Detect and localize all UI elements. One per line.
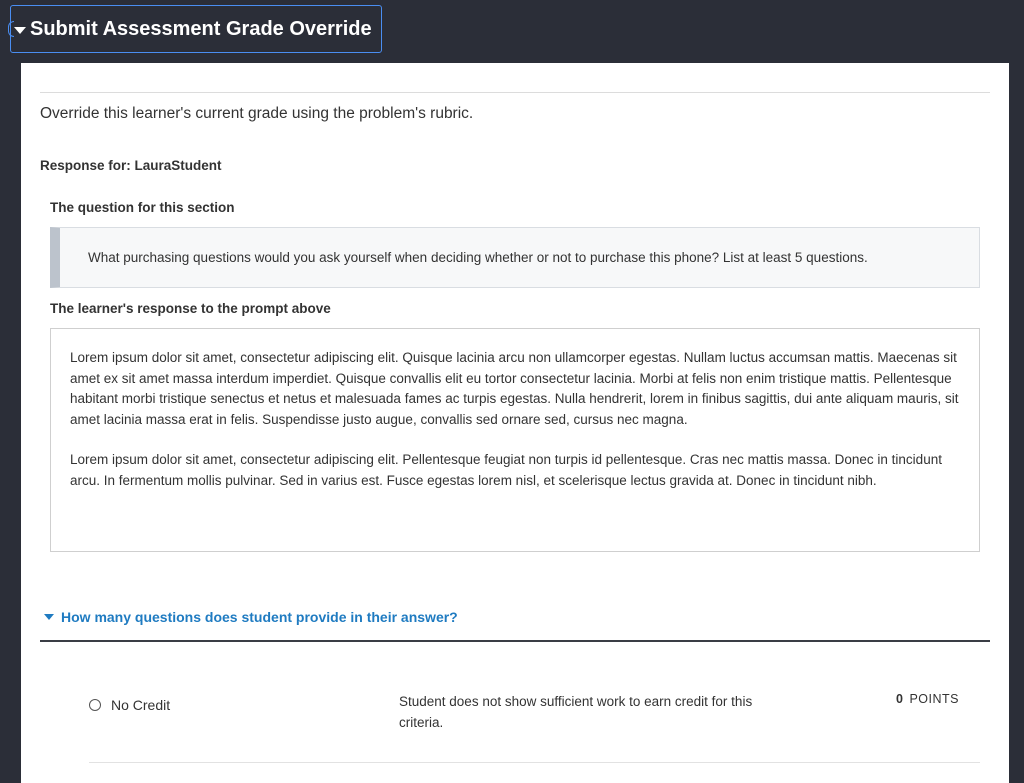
question-text: What purchasing questions would you ask yourself when deciding whether or not to purchase this phone? List at least 5 questions.	[88, 250, 868, 265]
top-divider	[40, 92, 990, 93]
question-heading: The question for this section	[50, 200, 235, 215]
criterion-divider	[40, 640, 990, 642]
option-description: Student does not show sufficient work to earn credit for this criteria.	[399, 694, 753, 730]
response-heading: The learner's response to the prompt above	[50, 301, 331, 316]
criterion-title: How many questions does student provide in their answer?	[61, 609, 458, 625]
grade-override-panel	[21, 63, 1009, 783]
points-value: 0	[896, 692, 904, 706]
response-for-label: Response for: LauraStudent	[40, 158, 222, 173]
response-paragraph: Lorem ipsum dolor sit amet, consectetur adipiscing elit. Quisque lacinia arcu non ullamcorper egestas. Nullam luctus accumsan mattis. Maecenas sit amet ex sit amet massa interdum imperdiet. Quisque convallis elit eu tortor consectetur lacinia. Morbi at felis non enim tristique mattis. Pellentesque habitant morbi tristique senectus et netus et malesuada fames ac turpis egestas. Nulla hendrerit, lorem in finibus sagittis, dui ante aliquam mauris, sit amet lacinia massa erat in felis. Suspendisse justo augue, convallis sed ornare sed, cursus nec magna.	[70, 350, 959, 427]
points-label: POINTS	[909, 692, 959, 706]
grade-override-toggle[interactable]	[10, 5, 382, 53]
caret-down-icon	[44, 614, 54, 620]
grade-override-title: Submit Assessment Grade Override	[30, 17, 372, 40]
focus-edge	[8, 21, 14, 37]
override-instructions: Override this learner's current grade using the problem's rubric.	[40, 105, 474, 122]
question-prompt	[50, 227, 980, 288]
learner-response	[50, 328, 980, 552]
no-credit-radio[interactable]	[89, 699, 101, 711]
option-divider	[89, 762, 980, 763]
caret-down-icon	[14, 27, 26, 34]
option-points	[896, 692, 959, 706]
criterion-toggle[interactable]	[44, 609, 458, 625]
response-paragraph: Lorem ipsum dolor sit amet, consectetur adipiscing elit. Pellentesque feugiat non turpis id pellentesque. Cras nec mattis massa. Donec in tincidunt arcu. In fermentum mollis pulvinar. Sed in varius est. Fusce egestas lorem nisl, et scelerisque lectus gravida at. Donec in tincidunt nibh.	[70, 452, 942, 488]
rubric-option-no-credit[interactable]	[70, 673, 980, 763]
option-label[interactable]: No Credit	[111, 697, 171, 713]
